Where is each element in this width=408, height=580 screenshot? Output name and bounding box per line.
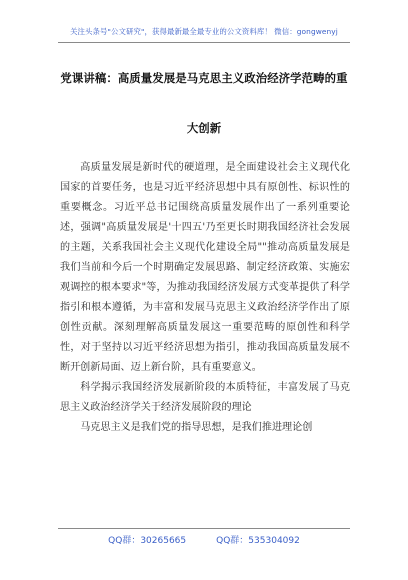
body-paragraph-3: 马克思主义是我们党的指导思想，是我们推进理论创 (80, 422, 313, 433)
body-paragraph-2: 科学揭示我国经济发展新阶段的本质特征，丰富发展了马克思主义政治经济学关于经济发展阶段的理论 (60, 382, 350, 413)
document-title-line-2: 大创新 (186, 121, 222, 135)
header-note: 关注头条号"公文研究"，获得最新最全最专业的公文资料库！ 微信：gongwenyj (70, 27, 338, 36)
footer (0, 533, 408, 546)
footer-qq-group-2: QQ群：535304092 (216, 536, 300, 546)
footer-qq-group-1: QQ群：30265665 (108, 536, 187, 546)
body-paragraph-1: 高质量发展是新时代的硬道理，是全面建设社会主义现代化国家的首要任务，也是习近平经济思想中具有原创性、标识性的重要概念。习近平总书记围绕高质量发展作出了一系列重要论述，强调"高质量发展是'十四五'乃至更长时期我国经济社会发展的主题，关系我国社会主义现代化建设全局""推动高质量发展是我们当前和今后一个时期确定发展思路、制定经济政策、实施宏观调控的根本要求"等，为推动我国经济发展方式变革提供了科学指引和根本遵循，为丰富和发展马克思主义政治经济学作出了原创性贡献。深刻理解高质量发展这一重要范畴的原创性和科学性，对于坚持以习近平经济思想为指引，推动我国高质量发展不断开创新局面、迈上新台阶，具有重要意义。 (60, 162, 350, 373)
document-title-line-1: 党课讲稿：高质量发展是马克思主义政治经济学范畴的重 (60, 71, 348, 85)
document-body (60, 158, 350, 438)
footer-divider (58, 528, 350, 529)
header-divider (58, 42, 350, 43)
